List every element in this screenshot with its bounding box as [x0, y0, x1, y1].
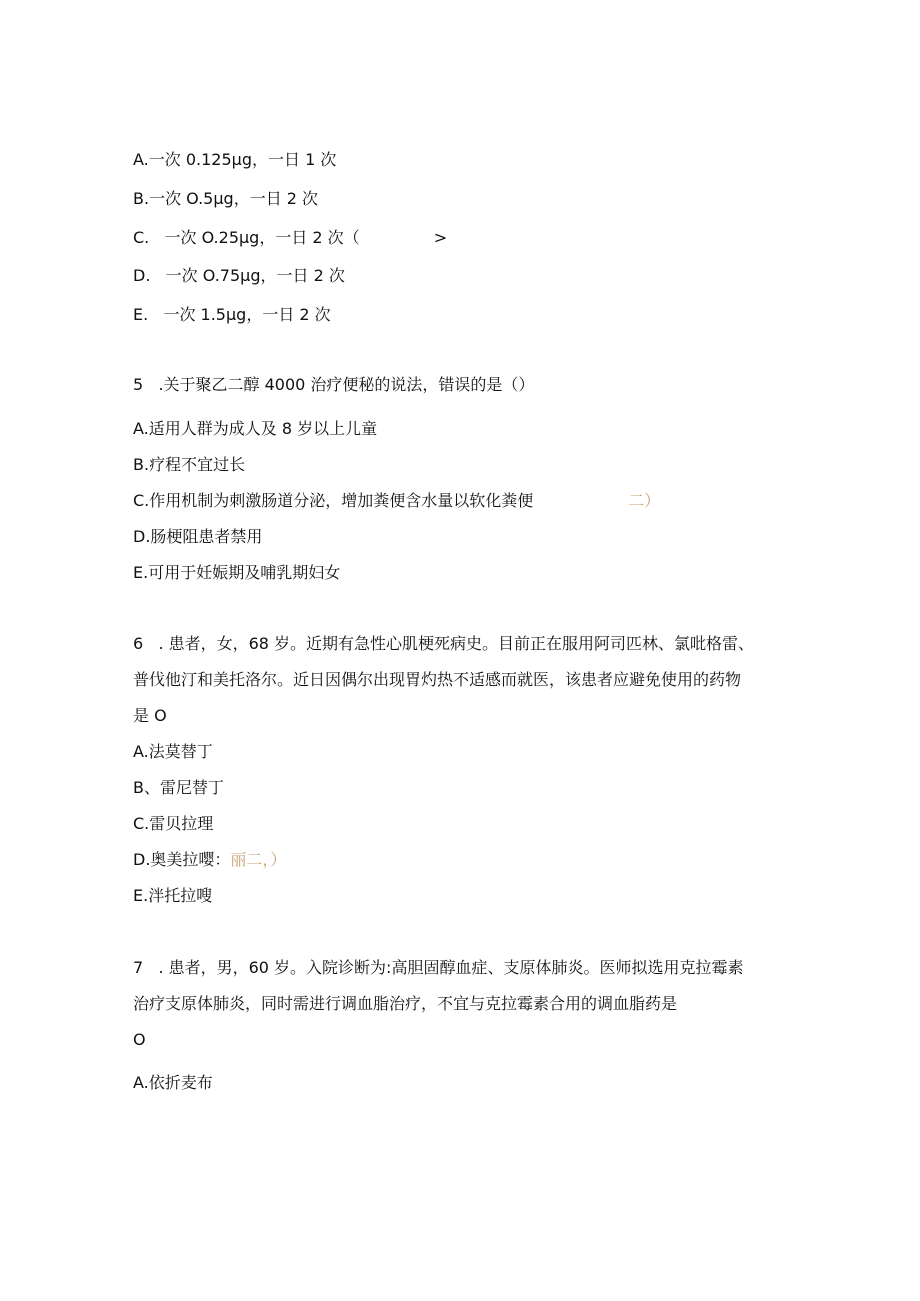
q6-option-a: A.法莫替丁	[133, 742, 213, 761]
q7-stem-line-1: 7 . 患者，男，60 岁。入院诊断为:高胆固醇血症、支原体肺炎。医师拟选用克拉霉素	[133, 958, 744, 977]
q5-option-c-text: C.作用机制为刺激肠道分泌，增加粪便含水量以软化粪便	[133, 491, 534, 510]
q5-stem: 5 .关于聚乙二醇 4000 治疗便秘的说法，错误的是（）	[133, 375, 535, 394]
q6-option-c: C.雷贝拉理	[133, 814, 214, 833]
q4-option-c-tail: >	[433, 228, 448, 247]
q4-option-c-text: C. 一次 O.25μg，一日 2 次（	[133, 228, 360, 247]
q5-option-b: B.疗程不宜过长	[133, 455, 246, 474]
q4-option-a: A.一次 0.125μg，一日 1 次	[133, 150, 337, 169]
q6-option-d-text: D.奥美拉嘤：	[133, 850, 231, 869]
q5-option-c	[133, 491, 660, 511]
q6-stem-line-3: 是 O	[133, 706, 167, 725]
q6-option-e: E.泮托拉嗖	[133, 886, 213, 905]
q7-option-a: A.依折麦布	[133, 1073, 213, 1092]
q4-option-c	[133, 228, 447, 248]
q5-option-a: A.适用人群为成人及 8 岁以上儿童	[133, 419, 378, 438]
q7-stem-line-2: 治疗支原体肺炎，同时需进行调血脂治疗，不宜与克拉霉素合用的调血脂药是	[133, 994, 678, 1013]
q6-stem-line-2: 普伐他汀和美托洛尔。近日因偶尔出现胃灼热不适感而就医，该患者应避免使用的药物	[133, 670, 742, 689]
q6-option-b: B、雷尼替丁	[133, 778, 224, 797]
q6-option-d	[133, 850, 286, 870]
q4-option-e: E. 一次 1.5μg，一日 2 次	[133, 305, 331, 324]
q6-option-d-mark: 丽二，）	[230, 850, 287, 869]
q7-stem-line-3: O	[133, 1030, 146, 1049]
q5-option-c-mark: 二）	[628, 491, 661, 510]
q5-option-e: E.可用于妊娠期及哺乳期妇女	[133, 563, 341, 582]
q5-option-d: D.肠梗阻患者禁用	[133, 527, 263, 546]
q4-option-b: B.一次 O.5μg，一日 2 次	[133, 189, 319, 208]
q6-stem-line-1: 6 . 患者，女，68 岁。近期有急性心肌梗死病史。目前正在服用阿司匹林、氯吡格雷、	[133, 634, 755, 653]
q4-option-d: D. 一次 O.75μg，一日 2 次	[133, 266, 345, 285]
